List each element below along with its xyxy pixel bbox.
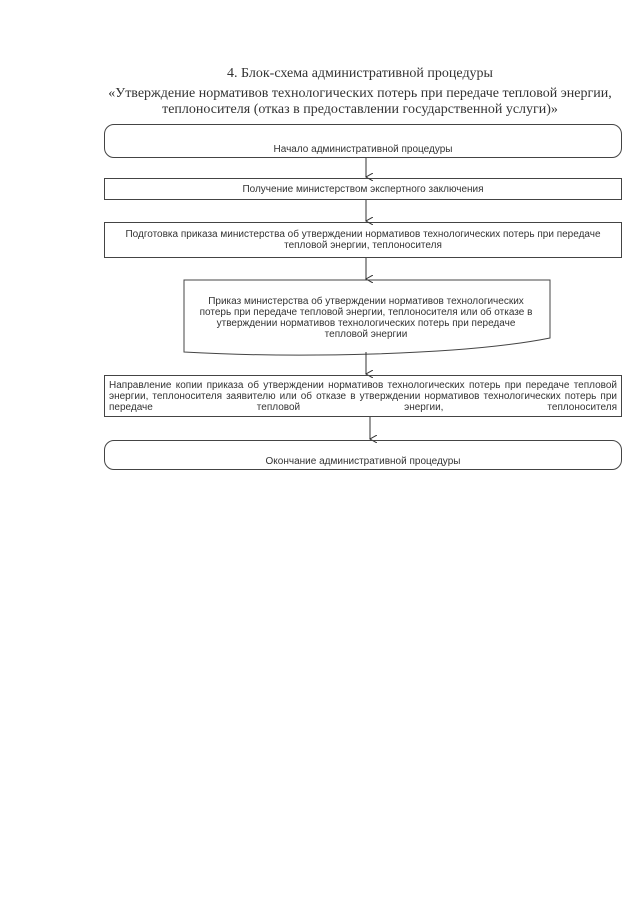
send-order-copy-label: Направление копии приказа об утверждении нормативов технологических потерь при передаче тепловой энергии, теплоносителя заявителю или об отказе в утверждении нормативов технологических потерь при передаче тепловой энергии, теплоносителя: [109, 379, 617, 413]
end-node-label: Окончание административной процедуры: [265, 456, 461, 467]
order-document-label: Приказ министерства об утверждении нормативов технологических потерь при передаче тепловой энергии, теплоносителя или об отказе в утверждении нормативов технологических потерь при передаче тепловой энергии: [199, 296, 533, 340]
prepare-order-label: Подготовка приказа министерства об утверждении нормативов технологических потерь при передаче тепловой энергии, теплоносителя: [125, 229, 601, 251]
start-node-label: Начало административной процедуры: [273, 144, 453, 155]
page-title: 4. Блок-схема административной процедуры: [227, 66, 493, 81]
receive-conclusion-label: Получение министерством экспертного заключения: [242, 183, 484, 195]
end-node: [104, 440, 622, 470]
send-order-copy-step: [104, 375, 622, 417]
page-subtitle: «Утверждение нормативов технологических потерь при передаче тепловой энергии, теплоносителя (отказ в предоставлении государственной услуги)»: [108, 86, 612, 117]
